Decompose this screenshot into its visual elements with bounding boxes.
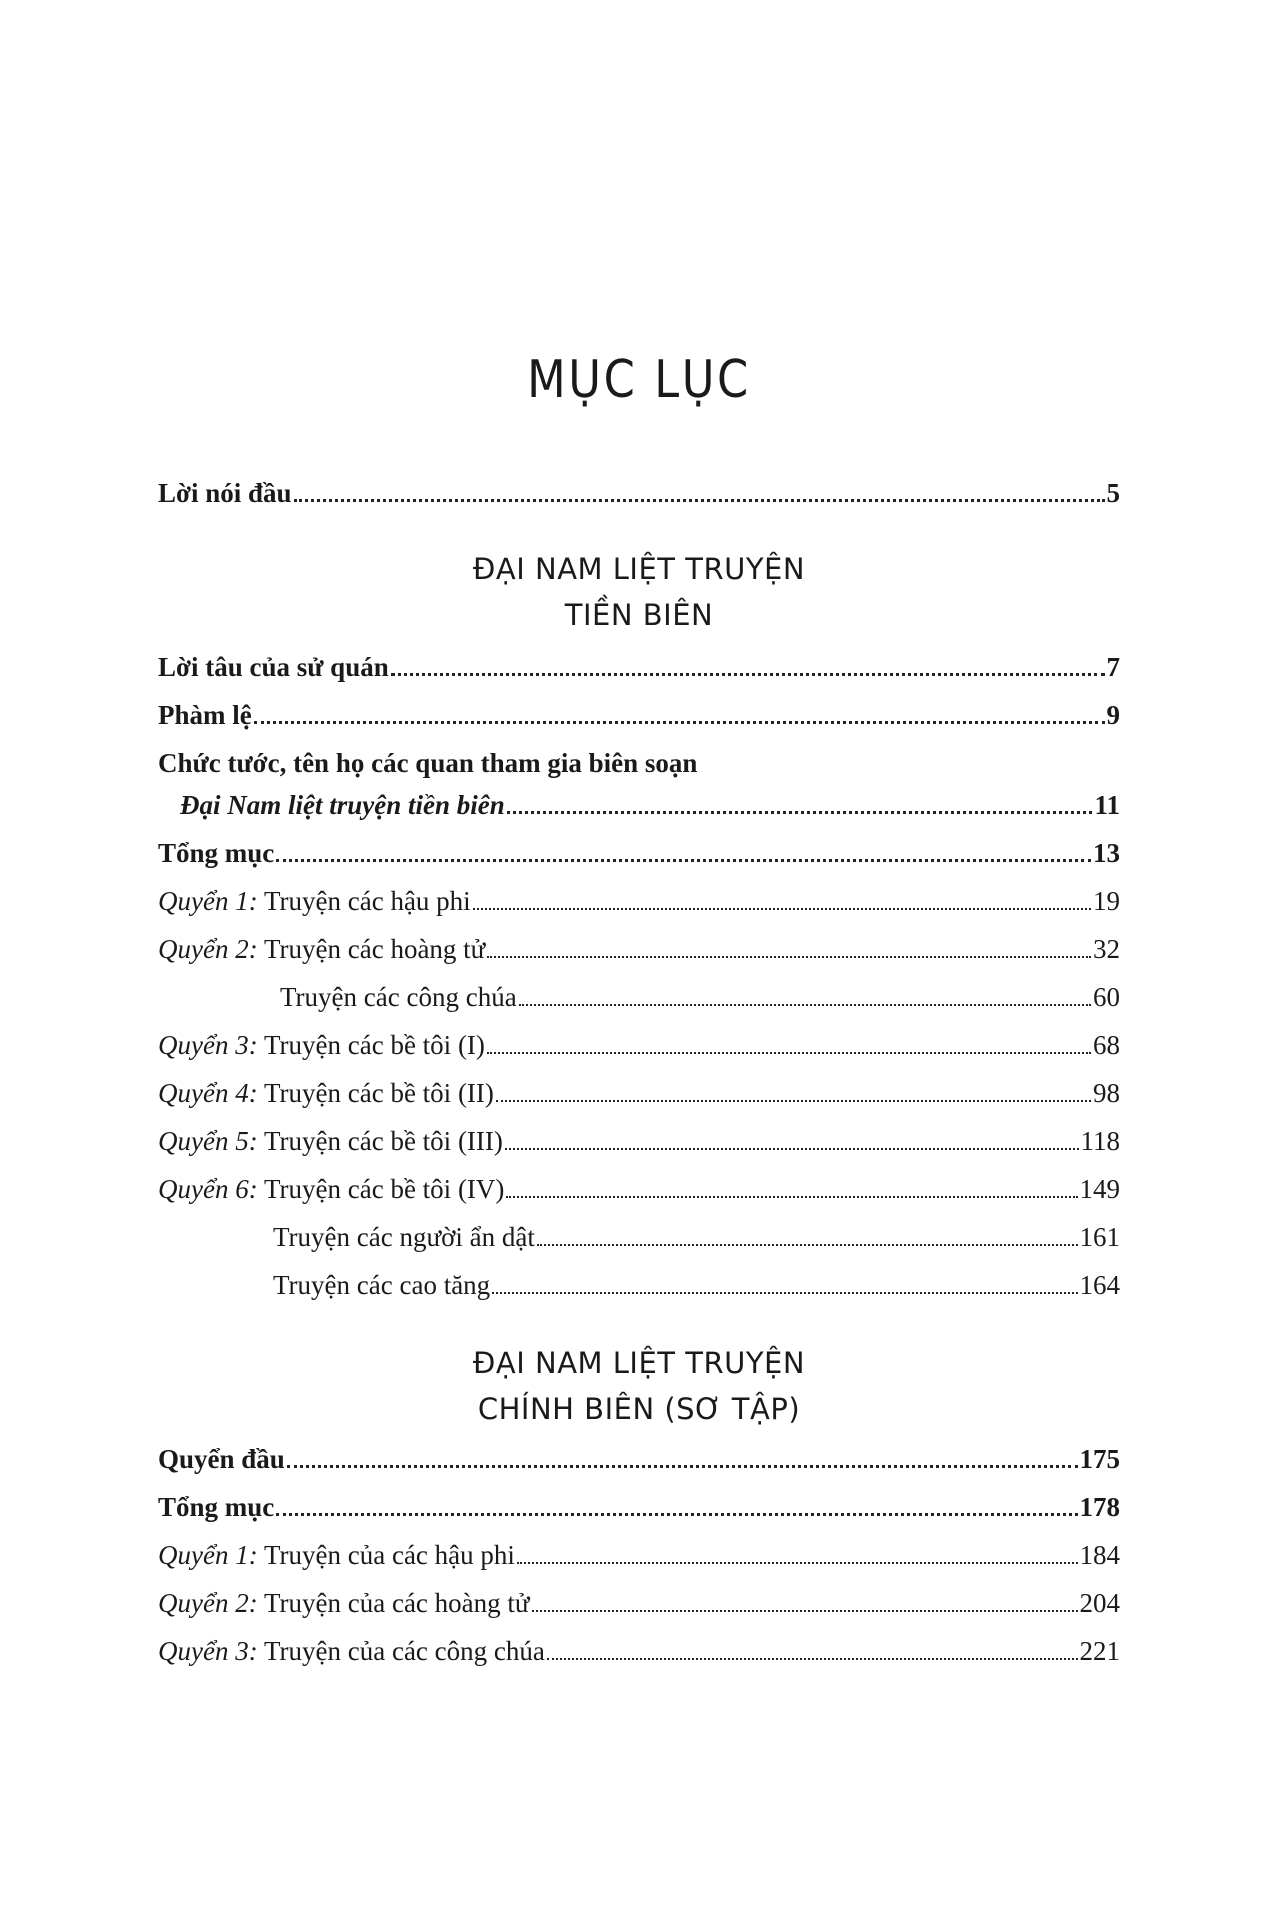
volume-label: Quyển 3:: [158, 1030, 258, 1060]
dot-leader: [473, 908, 1091, 910]
toc-entry-page: 178: [1079, 1492, 1120, 1522]
toc-entry-label: Truyện các bề tôi (III): [257, 1126, 503, 1156]
dot-leader: [487, 956, 1091, 958]
volume-label: Quyển 5:: [158, 1126, 258, 1156]
volume-label: Quyển 6:: [158, 1174, 258, 1204]
dot-leader: [507, 811, 1093, 814]
toc-entry-label: Truyện các hậu phi: [257, 886, 471, 916]
dot-leader: [487, 1052, 1091, 1054]
dot-leader: [506, 1196, 1077, 1198]
toc-entry-page: 32: [1093, 934, 1120, 964]
toc-entry-label: Đại Nam liệt truyện tiền biên: [180, 790, 505, 820]
dot-leader: [276, 1513, 1077, 1516]
dot-leader: [517, 1562, 1078, 1564]
toc-entry-page: 7: [1106, 652, 1120, 682]
toc-entry[interactable]: [158, 1636, 1120, 1684]
volume-label: Quyển 2:: [158, 1588, 258, 1618]
toc-entry-page: 19: [1093, 886, 1120, 916]
toc-entry-label: Truyện của các công chúa: [257, 1636, 545, 1666]
toc-entry-page: 9: [1106, 700, 1120, 730]
toc-entry[interactable]: [158, 652, 1120, 700]
toc-entry-label: Truyện các công chúa: [280, 982, 517, 1012]
section-heading-line: TIỀN BIÊN: [564, 598, 714, 632]
volume-label: Quyển 1:: [158, 886, 258, 916]
dot-leader: [505, 1148, 1079, 1150]
toc-entry-page: 184: [1079, 1540, 1120, 1570]
dot-leader: [519, 1004, 1091, 1006]
toc-entry[interactable]: [158, 1078, 1120, 1126]
volume-label: Quyển 2:: [158, 934, 258, 964]
section-heading-line: CHÍNH BIÊN (SƠ TẬP): [477, 1392, 801, 1426]
toc-entry-label: Truyện các người ẩn dật: [273, 1222, 535, 1252]
toc-entry[interactable]: [158, 1540, 1120, 1588]
toc-entry-page: 149: [1079, 1174, 1120, 1204]
volume-label: Quyển 3:: [158, 1636, 258, 1666]
dot-leader: [294, 499, 1105, 502]
toc-entry-page: 164: [1079, 1270, 1120, 1300]
toc-entry-label: Truyện các bề tôi (IV): [257, 1174, 505, 1204]
dot-leader: [492, 1292, 1077, 1294]
toc-entry[interactable]: [158, 934, 1120, 982]
toc-entry-page: 11: [1094, 790, 1120, 820]
dot-leader: [254, 721, 1105, 724]
toc-entry-line: [158, 748, 1120, 790]
toc-entry-label: Truyện của các hoàng tử: [257, 1588, 530, 1618]
toc-page: [158, 0, 1120, 1922]
dot-leader: [547, 1658, 1078, 1660]
toc-entry-label: Tổng mục: [158, 838, 275, 868]
section-heading-line: ĐẠI NAM LIỆT TRUYỆN: [472, 1346, 806, 1380]
toc-entry[interactable]: [158, 1492, 1120, 1540]
toc-entry-page: 204: [1079, 1588, 1120, 1618]
toc-entry[interactable]: [158, 790, 1120, 838]
toc-entry-label: Tổng mục: [158, 1492, 275, 1522]
section-heading-line: ĐẠI NAM LIỆT TRUYỆN: [472, 552, 806, 586]
toc-entry[interactable]: [158, 1126, 1120, 1174]
toc-entry-page: 98: [1093, 1078, 1120, 1108]
toc-entry-page: 118: [1080, 1126, 1120, 1156]
toc-entry[interactable]: [158, 1270, 1120, 1318]
toc-entry[interactable]: [158, 886, 1120, 934]
toc-entry-label: Phàm lệ: [158, 700, 252, 730]
dot-leader: [532, 1610, 1078, 1612]
toc-entry-page: 13: [1093, 838, 1120, 868]
section-heading-chinh-bien: [158, 1340, 1120, 1432]
toc-entry-page: 161: [1079, 1222, 1120, 1252]
toc-entry-label: Quyển đầu: [158, 1444, 285, 1474]
toc-entry-page: 221: [1079, 1636, 1120, 1666]
toc-entry-page: 60: [1093, 982, 1120, 1012]
dot-leader: [287, 1465, 1078, 1468]
toc-entry-label: Truyện các bề tôi (I): [257, 1030, 485, 1060]
toc-entry-page: 68: [1093, 1030, 1120, 1060]
toc-entry-label: Chức tước, tên họ các quan tham gia biên soạn: [158, 748, 698, 778]
toc-entry-label: Truyện của các hậu phi: [257, 1540, 515, 1570]
dot-leader: [537, 1244, 1078, 1246]
volume-label: Quyển 4:: [158, 1078, 258, 1108]
toc-entry-label: Truyện các cao tăng: [273, 1270, 491, 1300]
toc-entry-page: 175: [1079, 1444, 1120, 1474]
section-heading-tien-bien: [158, 546, 1120, 638]
toc-entry[interactable]: [158, 1444, 1120, 1492]
dot-leader: [391, 673, 1105, 676]
toc-entry[interactable]: [158, 1174, 1120, 1222]
table-of-contents: [158, 478, 1120, 1684]
toc-entry[interactable]: [158, 700, 1120, 748]
volume-label: Quyển 1:: [158, 1540, 258, 1570]
toc-entry-intro[interactable]: [158, 478, 1120, 526]
page-title: MỤC LỤC: [527, 350, 751, 410]
toc-entry-label: Lời tâu của sử quán: [158, 652, 389, 682]
toc-entry-label: Truyện các bề tôi (II): [257, 1078, 494, 1108]
dot-leader: [276, 859, 1091, 862]
toc-entry[interactable]: [158, 1588, 1120, 1636]
toc-entry-label: Truyện các hoàng tử: [257, 934, 486, 964]
toc-entry-page: 5: [1106, 478, 1120, 508]
toc-entry-label: Lời nói đầu: [158, 478, 292, 508]
toc-entry[interactable]: [158, 1222, 1120, 1270]
toc-entry[interactable]: [158, 838, 1120, 886]
toc-entry[interactable]: [158, 982, 1120, 1030]
toc-entry[interactable]: [158, 1030, 1120, 1078]
dot-leader: [496, 1100, 1091, 1102]
